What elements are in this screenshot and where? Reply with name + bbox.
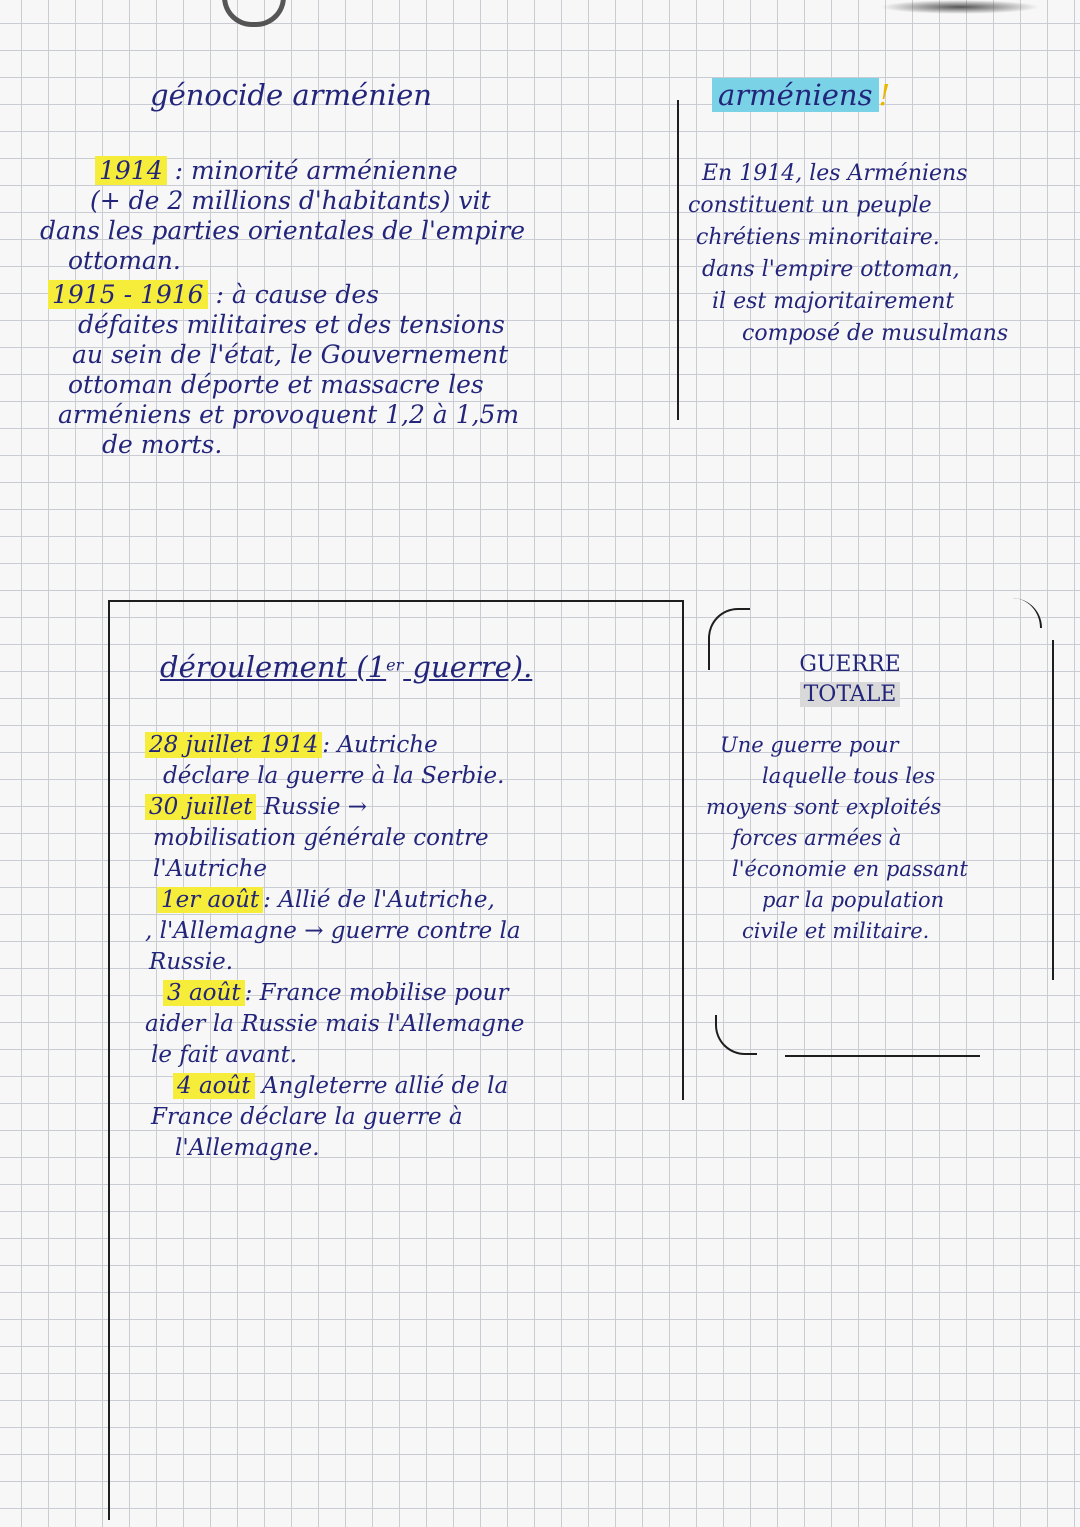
date-highlight: 28 juillet 1914 [145,732,322,758]
divider-line [677,100,679,420]
guerre-totale-title: GUERRE TOTALE [799,652,901,707]
deroulement-events: 28 juillet 1914 : Autriche déclare la guerre à la Serbie. 30 juillet Russie → mobilisation générale contre l'Autriche 1er août : Allié de l'Autriche, , l'Allemagne → guerre contre la Russie. 3 août : France mobilise pour aider la Russie mais l'Allemagne le fait avant. 4 août Angleterre allié de la France déclare la guerre à l'Allemagne. [145,732,525,1161]
date-highlight: 1915 - 1916 [48,280,208,309]
armeniens-title: arméniens ! [712,78,890,112]
bracket-top-right [1000,598,1042,628]
date-highlight: 1er août [157,887,263,913]
bracket-bottom-left [715,1015,757,1055]
bracket-right-line [1052,640,1054,980]
date-highlight: 1914 [95,156,167,185]
date-highlight: 3 août [163,980,245,1006]
bracket-bottom-line [785,1055,980,1057]
binder-shadow [880,0,1040,14]
guerre-totale-paragraph: Une guerre pour laquelle tous les moyens sont exploités forces armées à l'économie en passant par la population civile et militaire. [706,733,968,943]
box-left-border [108,600,110,1520]
date-highlight: 4 août [173,1073,255,1099]
genocide-title: génocide arménien [150,78,432,112]
box-right-border [682,600,684,1100]
date-highlight: 30 juillet [145,794,256,820]
deroulement-title: déroulement (1er guerre). [160,650,533,684]
binder-ring [222,0,286,27]
bracket-top-left [708,608,750,670]
armeniens-paragraph: En 1914, les Arméniens constituent un peuple chrétiens minoritaire. dans l'empire ottoman, il est majoritairement composé de musulmans [688,161,1009,346]
genocide-paragraph: 1914 : minorité arménienne (+ de 2 millions d'habitants) vit dans les parties orientales de l'empire ottoman. 1915 - 1916 : à cause des défaites militaires et des tensions au sein de l'état, le Gouvernement ottoman déporte et massacre les arméniens et provoquent 1,2 à 1,5m de morts. [40,156,526,459]
box-top-border [108,600,684,602]
